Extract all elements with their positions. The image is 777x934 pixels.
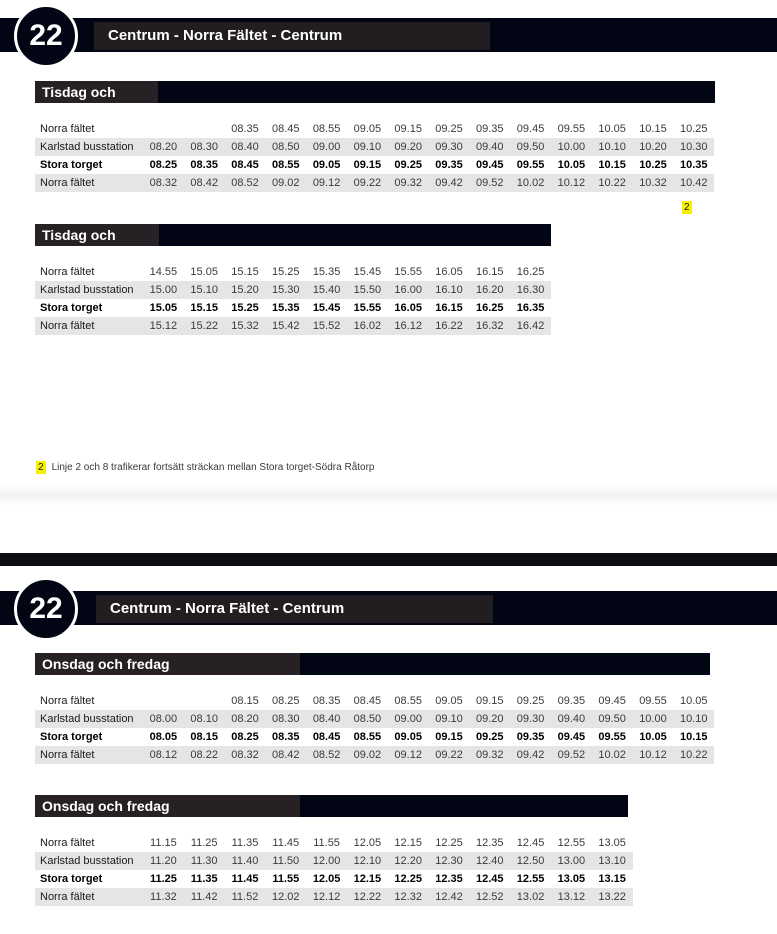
departure-time: 09.50 (592, 710, 633, 728)
departure-time: 08.35 (190, 159, 218, 171)
departure-time: 09.45 (476, 159, 504, 171)
departure-time: 11.55 (272, 873, 300, 885)
departure-time: 09.32 (469, 746, 510, 764)
departure-time: 15.50 (347, 281, 388, 299)
departure-time: 15.52 (306, 317, 347, 335)
departure-time: 13.05 (557, 873, 586, 885)
departure-time: 09.55 (598, 731, 626, 743)
timetable-row (35, 888, 633, 906)
departure-time: 10.22 (673, 746, 714, 764)
timetable-row (35, 156, 714, 174)
departure-time: 09.05 (353, 123, 382, 135)
departure-time: 12.00 (306, 852, 347, 870)
section-title: Onsdag och fredag (35, 795, 300, 817)
departure-time: 10.10 (592, 138, 633, 156)
departure-time: 13.02 (510, 888, 551, 906)
departure-time: 09.15 (476, 695, 504, 707)
departure-time: 09.25 (476, 731, 504, 743)
departure-time: 09.00 (306, 138, 347, 156)
departure-time: 15.05 (190, 266, 218, 278)
stop-name: Stora torget (40, 159, 103, 171)
departure-time: 12.15 (394, 837, 422, 849)
departure-time: 12.25 (435, 837, 463, 849)
departure-time: 08.25 (272, 695, 300, 707)
departure-time: 12.32 (388, 888, 429, 906)
stop-name: Norra fältet (35, 317, 143, 335)
departure-time: 08.22 (184, 746, 225, 764)
route-number-badge: 22 (14, 577, 78, 641)
departure-time: 15.15 (231, 266, 259, 278)
departure-time: 08.50 (347, 710, 388, 728)
route-number-badge: 22 (14, 4, 78, 68)
departure-time: 10.25 (639, 159, 667, 171)
departure-time: 10.10 (673, 710, 714, 728)
stop-name: Stora torget (40, 302, 103, 314)
page-edge (0, 485, 777, 505)
departure-time: 08.25 (231, 731, 259, 743)
timetable-row (35, 870, 633, 888)
section-header (35, 795, 628, 817)
departure-time: 09.20 (469, 710, 510, 728)
departure-time: 08.10 (184, 710, 225, 728)
departure-time: 09.05 (394, 731, 422, 743)
departure-time: 12.45 (476, 873, 504, 885)
departure-time: 12.15 (353, 873, 382, 885)
departure-time: 08.45 (353, 695, 382, 707)
departure-time: 09.55 (639, 695, 667, 707)
departure-time: 09.02 (265, 174, 306, 192)
departure-time: 11.25 (190, 837, 218, 849)
departure-time: 10.05 (557, 159, 586, 171)
stop-name: Karlstad busstation (35, 281, 143, 299)
departure-time: 08.45 (312, 731, 341, 743)
section-header (35, 81, 715, 122)
departure-time: 08.35 (231, 123, 259, 135)
stop-name: Norra fältet (40, 123, 95, 135)
departure-time: 15.20 (225, 281, 266, 299)
departure-time: 16.35 (516, 302, 545, 314)
timetable-row (35, 728, 714, 746)
departure-time: 15.25 (231, 302, 259, 314)
stop-name: Karlstad busstation (35, 710, 143, 728)
timetable (35, 263, 551, 335)
departure-time: 10.42 (673, 174, 714, 192)
departure-time: 16.05 (435, 266, 463, 278)
departure-time: 10.15 (639, 123, 667, 135)
route-name: Centrum - Norra Fältet - Centrum (94, 22, 490, 50)
departure-time: 09.45 (598, 695, 626, 707)
departure-time: 09.35 (516, 731, 545, 743)
departure-time: 15.05 (149, 302, 178, 314)
departure-time: 10.00 (551, 138, 592, 156)
departure-time: 16.25 (476, 302, 504, 314)
departure-time: 13.00 (551, 852, 592, 870)
timetable-row (35, 692, 714, 710)
departure-time: 12.05 (353, 837, 382, 849)
departure-time: 10.02 (592, 746, 633, 764)
departure-time: 09.52 (469, 174, 510, 192)
departure-time: 08.30 (265, 710, 306, 728)
departure-time: 10.12 (551, 174, 592, 192)
timetable-row (35, 317, 551, 335)
timetable-row (35, 852, 633, 870)
departure-time: 11.15 (150, 837, 177, 849)
departure-time: 09.45 (557, 731, 586, 743)
departure-time: 12.25 (394, 873, 422, 885)
departure-time: 08.45 (272, 123, 300, 135)
timetable-row (35, 710, 714, 728)
timetable-row (35, 281, 551, 299)
departure-time: 08.00 (143, 710, 184, 728)
stop-name: Karlstad busstation (35, 852, 143, 870)
departure-time: 12.02 (265, 888, 306, 906)
section-title: Tisdag och torsdag (35, 224, 159, 246)
departure-time: 08.20 (143, 138, 184, 156)
departure-time: 09.25 (435, 123, 463, 135)
departure-time: 16.05 (394, 302, 422, 314)
departure-time: 08.55 (353, 731, 382, 743)
departure-time: 12.52 (469, 888, 510, 906)
departure-time (184, 692, 225, 710)
departure-time: 08.45 (231, 159, 259, 171)
departure-time: 12.20 (388, 852, 429, 870)
table-note (682, 197, 692, 215)
departure-time: 09.02 (347, 746, 388, 764)
departure-time: 09.42 (429, 174, 470, 192)
departure-time: 09.25 (516, 695, 545, 707)
stop-name: Stora torget (40, 873, 103, 885)
departure-time: 08.55 (272, 159, 300, 171)
departure-time: 10.12 (633, 746, 674, 764)
departure-time: 15.45 (353, 266, 382, 278)
departure-time: 15.35 (272, 302, 300, 314)
departure-time: 15.42 (265, 317, 306, 335)
departure-time: 15.10 (184, 281, 225, 299)
departure-time: 08.15 (190, 731, 218, 743)
departure-time: 09.12 (388, 746, 429, 764)
departure-time: 11.30 (184, 852, 225, 870)
departure-time: 08.32 (225, 746, 266, 764)
departure-time: 15.55 (353, 302, 382, 314)
departure-time: 08.52 (225, 174, 266, 192)
departure-time: 08.42 (184, 174, 225, 192)
departure-time: 08.40 (306, 710, 347, 728)
departure-time: 12.42 (429, 888, 470, 906)
departure-time: 10.20 (633, 138, 674, 156)
departure-time: 08.32 (143, 174, 184, 192)
departure-time: 11.32 (143, 888, 184, 906)
departure-time: 10.15 (598, 159, 626, 171)
departure-time: 09.22 (347, 174, 388, 192)
departure-time: 08.20 (225, 710, 266, 728)
departure-time: 15.45 (312, 302, 341, 314)
departure-time: 16.12 (388, 317, 429, 335)
departure-time: 09.40 (469, 138, 510, 156)
footnote (36, 461, 375, 474)
departure-time: 09.22 (429, 746, 470, 764)
timetable-row (35, 263, 551, 281)
departure-time: 10.35 (679, 159, 708, 171)
timetable (35, 120, 714, 192)
timetable-row (35, 299, 551, 317)
departure-time: 11.55 (313, 837, 340, 849)
departure-time: 10.02 (510, 174, 551, 192)
departure-time: 12.12 (306, 888, 347, 906)
departure-time: 11.35 (231, 837, 259, 849)
departure-time: 08.15 (231, 695, 259, 707)
route-name: Centrum - Norra Fältet - Centrum (96, 595, 493, 623)
footnote-marker: 2 (38, 462, 44, 473)
departure-time: 16.10 (429, 281, 470, 299)
section-title: Tisdag och torsdag (35, 81, 158, 103)
departure-time: 16.02 (347, 317, 388, 335)
departure-time: 10.05 (639, 731, 667, 743)
departure-time: 10.05 (679, 695, 708, 707)
departure-time: 10.05 (598, 123, 626, 135)
departure-time (184, 120, 225, 138)
departure-time: 15.12 (143, 317, 184, 335)
departure-time: 10.25 (679, 123, 708, 135)
timetable-row (35, 120, 714, 138)
departure-time: 11.35 (190, 873, 218, 885)
departure-time: 12.55 (557, 837, 586, 849)
departure-time: 12.50 (510, 852, 551, 870)
departure-time: 09.52 (551, 746, 592, 764)
footnote-marker: 2 (684, 202, 690, 213)
departure-time: 15.30 (265, 281, 306, 299)
timetable-page-2 (0, 565, 777, 934)
departure-time: 09.10 (429, 710, 470, 728)
departure-time: 10.15 (679, 731, 708, 743)
stop-name: Norra fältet (35, 746, 143, 764)
departure-time (143, 120, 184, 138)
departure-time: 09.40 (551, 710, 592, 728)
departure-time: 11.20 (143, 852, 184, 870)
departure-time: 11.42 (184, 888, 225, 906)
departure-time: 11.25 (149, 873, 177, 885)
departure-time: 16.20 (469, 281, 510, 299)
departure-time: 08.35 (272, 731, 300, 743)
departure-time: 09.32 (388, 174, 429, 192)
departure-time: 15.32 (225, 317, 266, 335)
departure-time: 09.05 (435, 695, 463, 707)
timetable-row (35, 834, 633, 852)
departure-time: 09.35 (476, 123, 504, 135)
departure-time: 13.22 (592, 888, 633, 906)
departure-time: 12.45 (516, 837, 545, 849)
departure-time: 12.40 (469, 852, 510, 870)
stop-name: Karlstad busstation (35, 138, 143, 156)
departure-time: 13.10 (592, 852, 633, 870)
departure-time: 12.22 (347, 888, 388, 906)
departure-time: 15.40 (306, 281, 347, 299)
departure-time: 13.05 (598, 837, 626, 849)
departure-time: 15.15 (190, 302, 218, 314)
departure-time: 11.40 (225, 852, 266, 870)
departure-time: 10.30 (673, 138, 714, 156)
departure-time: 08.52 (306, 746, 347, 764)
departure-time: 16.00 (388, 281, 429, 299)
departure-time: 09.55 (516, 159, 545, 171)
departure-time: 09.15 (394, 123, 422, 135)
departure-time: 13.15 (598, 873, 626, 885)
departure-time: 12.35 (476, 837, 504, 849)
departure-time: 09.15 (353, 159, 382, 171)
departure-time: 09.05 (312, 159, 341, 171)
timetable (35, 692, 714, 764)
departure-time: 08.35 (312, 695, 341, 707)
departure-time: 09.10 (347, 138, 388, 156)
stop-name: Norra fältet (35, 174, 143, 192)
departure-time: 16.15 (435, 302, 463, 314)
departure-time: 09.30 (510, 710, 551, 728)
departure-time: 09.42 (510, 746, 551, 764)
stop-name: Norra fältet (40, 695, 95, 707)
departure-time: 09.55 (557, 123, 586, 135)
departure-time: 16.30 (510, 281, 551, 299)
section-header (35, 653, 710, 675)
departure-time: 13.12 (551, 888, 592, 906)
departure-time: 16.25 (516, 266, 545, 278)
departure-time: 09.00 (388, 710, 429, 728)
departure-time: 10.00 (633, 710, 674, 728)
departure-time: 09.25 (394, 159, 422, 171)
departure-time: 16.15 (476, 266, 504, 278)
departure-time: 11.50 (265, 852, 306, 870)
departure-time: 11.45 (231, 873, 259, 885)
timetable-row (35, 174, 714, 192)
stop-name: Norra fältet (35, 888, 143, 906)
departure-time: 09.12 (306, 174, 347, 192)
departure-time: 16.32 (469, 317, 510, 335)
departure-time: 08.55 (394, 695, 422, 707)
departure-time: 12.30 (429, 852, 470, 870)
departure-time: 09.50 (510, 138, 551, 156)
departure-time: 08.55 (312, 123, 341, 135)
stop-name: Norra fältet (40, 837, 95, 849)
timetable-row (35, 138, 714, 156)
departure-time: 08.05 (149, 731, 178, 743)
departure-time: 12.35 (435, 873, 463, 885)
departure-time: 16.22 (429, 317, 470, 335)
departure-time: 09.35 (435, 159, 463, 171)
departure-time: 09.35 (557, 695, 586, 707)
departure-time: 15.55 (394, 266, 422, 278)
departure-time: 10.32 (633, 174, 674, 192)
section-title: Onsdag och fredag (35, 653, 300, 675)
timetable-row (35, 746, 714, 764)
departure-time: 09.20 (388, 138, 429, 156)
departure-time: 09.45 (516, 123, 545, 135)
departure-time: 11.52 (225, 888, 266, 906)
section-header (35, 224, 551, 265)
departure-time: 10.22 (592, 174, 633, 192)
departure-time: 08.25 (149, 159, 178, 171)
departure-time: 11.45 (272, 837, 300, 849)
stop-name: Stora torget (40, 731, 103, 743)
departure-time: 12.05 (312, 873, 341, 885)
stop-name: Norra fältet (40, 266, 95, 278)
departure-time: 08.12 (143, 746, 184, 764)
timetable (35, 834, 633, 906)
departure-time: 15.35 (312, 266, 341, 278)
departure-time: 08.50 (265, 138, 306, 156)
departure-time (143, 692, 184, 710)
departure-time: 15.25 (272, 266, 300, 278)
departure-time: 09.30 (429, 138, 470, 156)
departure-time: 14.55 (149, 266, 178, 278)
departure-time: 12.55 (516, 873, 545, 885)
departure-time: 08.30 (184, 138, 225, 156)
departure-time: 08.42 (265, 746, 306, 764)
departure-time: 15.00 (143, 281, 184, 299)
departure-time: 16.42 (510, 317, 551, 335)
departure-time: 08.40 (225, 138, 266, 156)
departure-time: 15.22 (184, 317, 225, 335)
departure-time: 09.15 (435, 731, 463, 743)
footnote-text: Linje 2 och 8 trafikerar fortsätt sträckan mellan Stora torget-Södra Råtorp (51, 462, 375, 473)
departure-time: 12.10 (347, 852, 388, 870)
